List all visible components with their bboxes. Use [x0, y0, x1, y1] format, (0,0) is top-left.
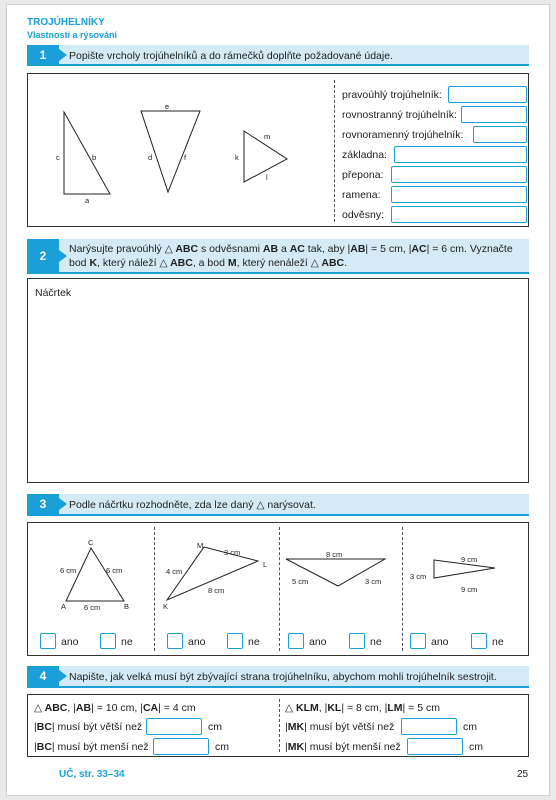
- t2-side-left: 4 cm: [166, 567, 183, 576]
- right-triangle: [64, 112, 110, 194]
- triangle-symbol-icon: △: [159, 257, 168, 269]
- triangle-symbol-icon: △: [256, 499, 265, 511]
- t4-yes-checkbox[interactable]: [410, 633, 426, 649]
- t3-side-right: 3 cm: [365, 577, 382, 586]
- right-row2-unit: cm: [469, 741, 483, 753]
- task-1-box: [27, 73, 529, 227]
- t3-side-left: 5 cm: [292, 577, 309, 586]
- t3-side-m: m: [264, 132, 271, 141]
- field-label-legs: odvěsny:: [342, 209, 385, 221]
- triangle-symbol-icon: △: [310, 257, 319, 269]
- mk-min-input[interactable]: [401, 718, 457, 735]
- t1-side-right: 6 cm: [106, 566, 123, 575]
- left-row1-unit: cm: [208, 721, 222, 733]
- task-1-number: 1: [27, 45, 59, 64]
- t4-side-left: 3 cm: [410, 572, 427, 581]
- field-label-right: pravoúhlý trojúhelník:: [342, 89, 442, 101]
- workbook-page: [6, 4, 550, 796]
- left-row2-label: |BC| musí být menší než: [34, 741, 149, 753]
- right-row1-label: |MK| musí být větší než: [285, 721, 395, 733]
- left-row1-label: |BC| musí být větší než: [34, 721, 143, 733]
- task-3-triangles: [28, 523, 528, 623]
- task-2-line-2: bod K, který náleží △ ABC, a bod M, který nenáleží △ ABC.: [69, 257, 348, 269]
- t4-yes-label: ano: [431, 636, 449, 648]
- t2-yes-checkbox[interactable]: [167, 633, 183, 649]
- task-3-box: [27, 522, 529, 656]
- t2-side-bottom: 8 cm: [208, 586, 225, 595]
- t2-side-e: e: [165, 102, 170, 111]
- triangle-symbol-icon: △: [285, 702, 294, 714]
- task-2-bar: [27, 239, 529, 274]
- t2-vertex-k: K: [163, 602, 169, 611]
- right-row2-label: |MK| musí být menší než: [285, 741, 401, 753]
- field-label-hypotenuse: přepona:: [342, 169, 384, 181]
- right-row1-unit: cm: [463, 721, 477, 733]
- task-4-box: [27, 694, 529, 757]
- t1-no-checkbox[interactable]: [100, 633, 116, 649]
- t3-side-l: l: [266, 173, 268, 182]
- page-number: 25: [517, 769, 529, 780]
- field-legs[interactable]: [391, 206, 527, 223]
- field-base[interactable]: [394, 146, 527, 163]
- t4-no-label: ne: [492, 636, 504, 648]
- t1-side-c: c: [56, 153, 60, 162]
- t3-no-checkbox[interactable]: [349, 633, 365, 649]
- task-3-number: 3: [27, 494, 59, 514]
- t4-no-checkbox[interactable]: [471, 633, 487, 649]
- sketch-area[interactable]: [27, 278, 529, 483]
- t1-side-a: a: [85, 196, 90, 205]
- left-row2-unit: cm: [215, 741, 229, 753]
- t1-yes-label: ano: [61, 636, 79, 648]
- t1-vertex-b: B: [124, 602, 130, 611]
- task-2-number: 2: [27, 239, 59, 272]
- t2-vertex-l: L: [263, 560, 268, 569]
- mk-max-input[interactable]: [407, 738, 463, 755]
- bc-min-input[interactable]: [146, 718, 202, 735]
- t1-no-label: ne: [121, 636, 133, 648]
- field-label-isosceles: rovnoramenný trojúhelník:: [342, 129, 464, 141]
- task-1-triangles: [28, 74, 328, 224]
- t1-vertex-c: C: [88, 538, 94, 547]
- t2-no-label: ne: [248, 636, 260, 648]
- task-2-line-1: Narýsujte pravoúhlý △ ABC s odvěsnami AB a AC tak, aby |AB| = 5 cm, |AC| = 6 cm. Vyznačte: [69, 243, 513, 255]
- task-1-text: Popište vrcholy trojúhelníků a do rámečků doplňte požadované údaje.: [69, 50, 393, 62]
- t1-side-b: b: [92, 153, 97, 162]
- task-4-number: 4: [27, 666, 59, 686]
- t3-side-k: k: [235, 153, 239, 162]
- t1-side-bottom: 6 cm: [84, 603, 101, 612]
- chapter-title: TROJÚHELNÍKY: [27, 17, 105, 28]
- task-4-text: Napište, jak velká musí být zbývající strana trojúhelníku, abychom mohli trojúhelník sestrojit.: [69, 671, 497, 683]
- task-4-divider: [279, 699, 280, 752]
- t3-yes-label: ano: [309, 636, 327, 648]
- t3-yes-checkbox[interactable]: [288, 633, 304, 649]
- field-equilateral-triangle[interactable]: [461, 106, 527, 123]
- t3-no-label: ne: [370, 636, 382, 648]
- sketch-label: Náčrtek: [35, 287, 72, 299]
- left-given: △ ABC, |AB| = 10 cm, |CA| = 4 cm: [34, 702, 196, 714]
- t2-side-top: 3 cm: [224, 548, 241, 557]
- triangle-symbol-icon: △: [164, 243, 173, 255]
- field-hypotenuse[interactable]: [391, 166, 527, 183]
- field-right-triangle[interactable]: [448, 86, 527, 103]
- t4-side-bottom: 9 cm: [461, 585, 478, 594]
- bc-max-input[interactable]: [153, 738, 209, 755]
- field-label-equilateral: rovnostranný trojúhelník:: [342, 109, 457, 121]
- task-4-bar: [27, 666, 529, 688]
- field-isosceles-triangle[interactable]: [473, 126, 527, 143]
- triangle-symbol-icon: △: [34, 702, 43, 714]
- t1-vertex-a: A: [61, 602, 67, 611]
- chapter-subtitle: Vlastnosti a rýsování: [27, 30, 118, 40]
- task-1-bar: [27, 45, 529, 66]
- t1-yes-checkbox[interactable]: [40, 633, 56, 649]
- textbook-reference: UČ, str. 33–34: [59, 769, 125, 780]
- field-label-base: základna:: [342, 149, 387, 161]
- isosceles-triangle: [141, 111, 200, 192]
- t2-no-checkbox[interactable]: [227, 633, 243, 649]
- t3-side-top: 8 cm: [326, 550, 343, 559]
- task-1-divider: [334, 80, 335, 222]
- task-3-bar: [27, 494, 529, 516]
- t2-yes-label: ano: [188, 636, 206, 648]
- t1-side-left: 6 cm: [60, 566, 77, 575]
- t2-side-d: d: [148, 153, 153, 162]
- field-legs-equal[interactable]: [391, 186, 527, 203]
- t2-vertex-m: M: [197, 541, 204, 550]
- t2-side-f: f: [184, 153, 187, 162]
- right-given: △ KLM, |KL| = 8 cm, |LM| = 5 cm: [285, 702, 440, 714]
- task-3-text: Podle náčrtku rozhodněte, zda lze daný △ narýsovat.: [69, 499, 316, 511]
- field-label-legs-equal: ramena:: [342, 189, 381, 201]
- t4-side-top: 9 cm: [461, 555, 478, 564]
